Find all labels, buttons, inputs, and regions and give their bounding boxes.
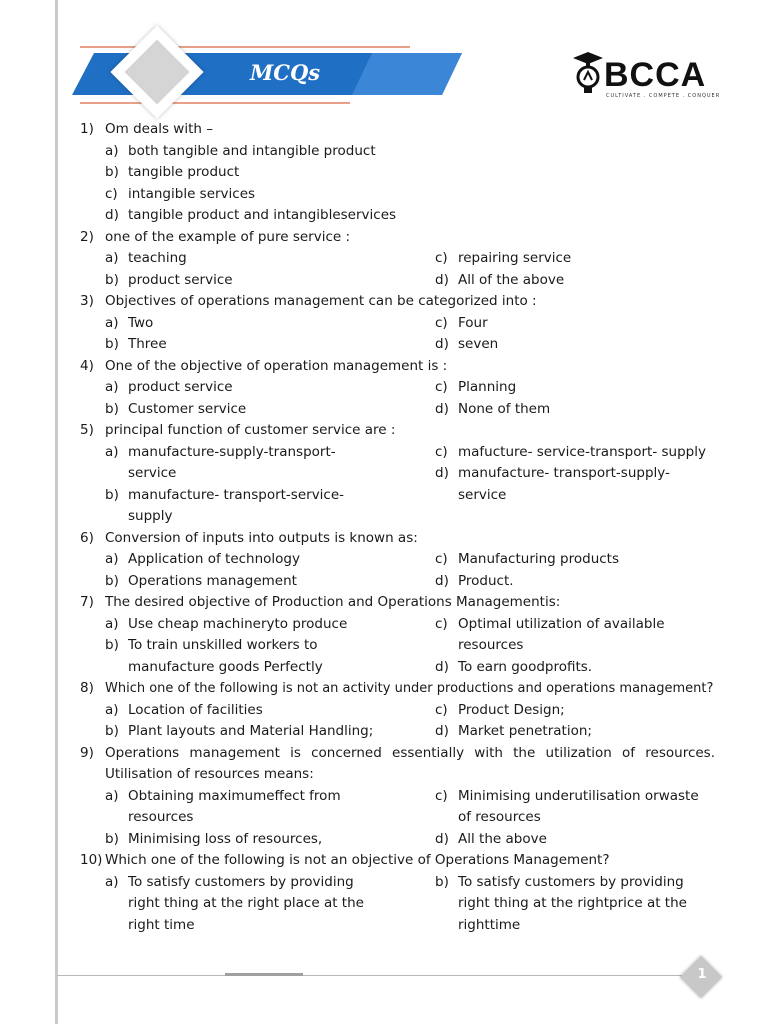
question-text: principal function of customer service are :	[105, 422, 396, 438]
option-label: a)	[105, 250, 119, 266]
option-label: a)	[105, 314, 119, 331]
option-text: To satisfy customers by providing	[128, 873, 354, 890]
option-text: manufacture- transport-supply-	[458, 465, 670, 481]
option-label: c)	[105, 185, 118, 202]
option-text: product service	[128, 379, 233, 395]
option-label: c)	[435, 787, 448, 804]
mcq-list	[80, 119, 720, 936]
option-row	[80, 313, 720, 335]
option-label: b)	[105, 830, 119, 847]
question-number: 10)	[80, 852, 103, 868]
option-text: Application of technology	[128, 551, 300, 567]
option-text: Product Design;	[458, 701, 565, 718]
option-label: d)	[435, 271, 449, 288]
option-label: b)	[105, 572, 119, 589]
question-text: Which one of the following is not an activity under productions and operations management?	[105, 681, 714, 696]
question-text: Which one of the following is not an objective of Operations Management?	[105, 852, 610, 868]
option-text: resources	[458, 637, 524, 653]
option-text: manufacture goods Perfectly	[128, 658, 323, 675]
question-text: Operations management is concerned essentially with the utilization of resources.	[105, 744, 715, 761]
option-text: supply	[128, 508, 173, 524]
page-title: MCQs	[250, 60, 321, 85]
option-row	[80, 485, 720, 507]
option-text: righttime	[458, 916, 521, 933]
option-row	[80, 205, 720, 227]
option-text: Planning	[458, 379, 517, 395]
option-row	[80, 893, 720, 915]
header-accent-line-lower	[80, 102, 350, 104]
option-text: manufacture- transport-service-	[128, 486, 345, 503]
option-row	[80, 377, 720, 399]
question-6	[80, 528, 720, 550]
option-text: repairing service	[458, 250, 572, 266]
question-text: Utilisation of resources means:	[105, 766, 314, 782]
option-text: All the above	[458, 830, 547, 847]
header-accent-line	[80, 46, 410, 48]
option-row	[80, 162, 720, 184]
option-label: c)	[435, 701, 448, 718]
option-text: Minimising underutilisation orwaste	[458, 787, 699, 804]
question-text: One of the objective of operation management is :	[105, 357, 448, 374]
option-label: d)	[435, 465, 449, 481]
option-row	[80, 829, 720, 851]
option-text: Minimising loss of resources,	[128, 830, 323, 847]
option-label: d)	[435, 830, 449, 847]
option-row	[80, 248, 720, 270]
option-text: mafucture- service-transport- supply	[458, 443, 706, 460]
option-text: Optimal utilization of available	[458, 615, 665, 632]
option-label: b)	[105, 486, 119, 503]
option-label: a)	[105, 701, 119, 718]
option-text: seven	[458, 336, 499, 352]
option-text: Plant layouts and Material Handling;	[128, 723, 374, 739]
option-text: teaching	[128, 250, 187, 266]
option-label: c)	[435, 551, 448, 567]
option-text: Operations management	[128, 572, 297, 589]
option-row	[80, 549, 720, 571]
option-row	[80, 786, 720, 808]
option-row	[80, 442, 720, 464]
question-text: Objectives of operations management can be categorized into :	[105, 293, 537, 309]
option-label: b)	[105, 400, 119, 417]
left-margin-rule	[55, 0, 58, 1024]
question-4	[80, 356, 720, 378]
option-label: d)	[105, 207, 119, 223]
question-number: 3)	[80, 293, 94, 309]
question-5	[80, 420, 720, 442]
option-label: c)	[435, 250, 448, 266]
question-number: 2)	[80, 228, 94, 245]
option-row	[80, 270, 720, 292]
option-label: b)	[105, 271, 119, 288]
option-row	[80, 506, 720, 528]
option-text: resources	[128, 809, 194, 825]
option-label: a)	[105, 615, 119, 632]
option-label: c)	[435, 379, 448, 395]
option-row	[80, 657, 720, 679]
option-text: intangible services	[128, 185, 256, 202]
question-number: 8)	[80, 680, 94, 696]
option-text: Two	[128, 314, 154, 331]
question-number: 4)	[80, 357, 94, 374]
option-text: To earn goodprofits.	[458, 658, 593, 675]
option-row	[80, 334, 720, 356]
option-text: service	[128, 465, 177, 481]
option-label: d)	[435, 336, 449, 352]
option-label: a)	[105, 873, 119, 890]
option-label: a)	[105, 443, 119, 460]
option-text: Manufacturing products	[458, 551, 620, 567]
option-text: To satisfy customers by providing	[458, 873, 684, 890]
logo-tagline: CULTIVATE . COMPETE . CONQUER	[606, 93, 721, 99]
option-label: d)	[435, 723, 449, 739]
option-label: a)	[105, 551, 119, 567]
footer-accent	[225, 973, 303, 976]
question-number: 7)	[80, 594, 94, 610]
question-number: 9)	[80, 744, 94, 761]
question-10	[80, 850, 720, 872]
option-label: a)	[105, 787, 119, 804]
logo-text: BCCA	[604, 56, 707, 94]
option-row	[80, 399, 720, 421]
question-text: Om deals with –	[105, 121, 213, 137]
question-text: Conversion of inputs into outputs is known as:	[105, 529, 418, 546]
question-number: 1)	[80, 121, 94, 137]
option-text: Location of facilities	[128, 701, 263, 718]
page-number: 1	[697, 967, 707, 982]
option-text: right thing at the right place at the	[128, 895, 364, 911]
option-text: tangible product	[128, 164, 240, 180]
option-row	[80, 635, 720, 657]
option-row	[80, 700, 720, 722]
option-text: Use cheap machineryto produce	[128, 615, 348, 632]
option-text: manufacture-supply-transport-	[128, 443, 336, 460]
option-row	[80, 571, 720, 593]
option-label: c)	[435, 615, 448, 632]
option-text: All of the above	[458, 271, 565, 288]
option-text: right time	[128, 916, 195, 933]
option-text: Three	[128, 336, 167, 352]
option-text: Market penetration;	[458, 723, 592, 739]
option-row	[80, 184, 720, 206]
option-label: d)	[435, 572, 449, 589]
option-text: To train unskilled workers to	[128, 637, 318, 653]
option-label: c)	[435, 314, 448, 331]
option-row	[80, 463, 720, 485]
option-text: both tangible and intangible product	[128, 142, 376, 159]
question-1	[80, 119, 720, 141]
option-text: Product.	[458, 572, 514, 589]
question-8	[80, 678, 720, 700]
option-text: product service	[128, 271, 233, 288]
question-number: 6)	[80, 529, 94, 546]
question-number: 5)	[80, 422, 94, 438]
option-text: Obtaining maximumeffect from	[128, 787, 341, 804]
option-row	[80, 915, 720, 937]
option-label: a)	[105, 379, 119, 395]
option-label: a)	[105, 142, 119, 159]
option-label: b)	[105, 637, 119, 653]
question-2	[80, 227, 720, 249]
footer-rule	[57, 975, 717, 976]
option-text: service	[458, 486, 507, 503]
option-label: b)	[435, 873, 449, 890]
option-row	[80, 872, 720, 894]
option-text: tangible product and intangibleservices	[128, 207, 397, 223]
option-row	[80, 141, 720, 163]
option-label: b)	[105, 723, 119, 739]
option-label: b)	[105, 336, 119, 352]
question-text: The desired objective of Production and Operations Managementis:	[105, 594, 561, 610]
option-text: of resources	[458, 809, 541, 825]
question-7	[80, 592, 720, 614]
question-9	[80, 743, 720, 765]
option-label: b)	[105, 164, 119, 180]
option-row	[80, 721, 720, 743]
option-text: right thing at the rightprice at the	[458, 895, 687, 911]
option-text: None of them	[458, 400, 551, 417]
option-text: Four	[458, 314, 488, 331]
question-text: one of the example of pure service :	[105, 228, 351, 245]
question-9-continued	[80, 764, 720, 786]
question-3	[80, 291, 720, 313]
option-label: d)	[435, 400, 449, 417]
option-row	[80, 807, 720, 829]
option-label: d)	[435, 658, 449, 675]
option-label: c)	[435, 443, 448, 460]
option-row	[80, 614, 720, 636]
option-text: Customer service	[128, 400, 247, 417]
